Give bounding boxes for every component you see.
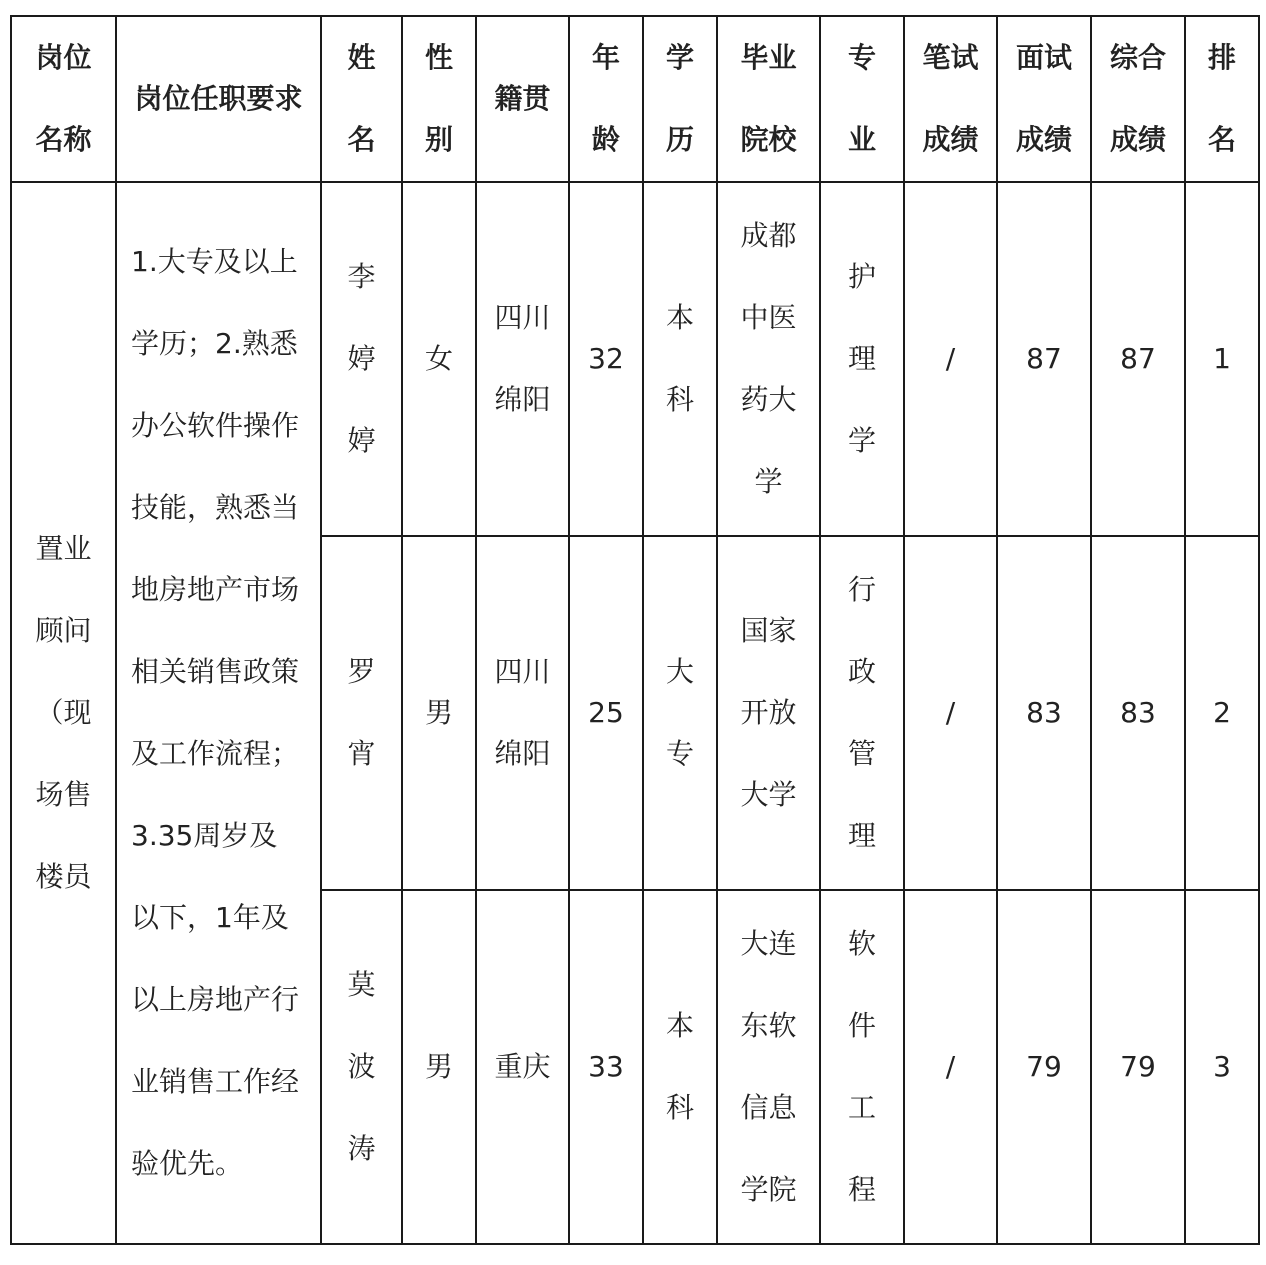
- header-school: 毕业院校: [717, 16, 820, 182]
- header-native-place: 籍贯: [476, 16, 569, 182]
- major-cell: 软件工程: [820, 890, 904, 1244]
- header-rank: 排名: [1185, 16, 1259, 182]
- school-cell: 大连东软信息学院: [717, 890, 820, 1244]
- interview-score-cell: 79: [997, 890, 1091, 1244]
- written-score-cell: /: [904, 890, 997, 1244]
- school-cell: 成都中医药大学: [717, 182, 820, 536]
- header-written-score: 笔试成绩: [904, 16, 997, 182]
- school-cell: 国家开放大学: [717, 536, 820, 890]
- rank-cell: 2: [1185, 536, 1259, 890]
- education-cell: 本科: [643, 182, 717, 536]
- header-total-score: 综合成绩: [1091, 16, 1185, 182]
- rank-cell: 3: [1185, 890, 1259, 1244]
- results-table: [10, 15, 1260, 1245]
- total-score-cell: 87: [1091, 182, 1185, 536]
- written-score-cell: /: [904, 536, 997, 890]
- age-cell: 25: [569, 536, 643, 890]
- total-score-cell: 83: [1091, 536, 1185, 890]
- age-cell: 33: [569, 890, 643, 1244]
- written-score-cell: /: [904, 182, 997, 536]
- total-score-cell: 79: [1091, 890, 1185, 1244]
- header-name: 姓名: [321, 16, 402, 182]
- gender-cell: 男: [402, 536, 476, 890]
- rank-cell: 1: [1185, 182, 1259, 536]
- gender-cell: 女: [402, 182, 476, 536]
- major-cell: 行政管理: [820, 536, 904, 890]
- header-row: [11, 16, 1259, 182]
- native-place-cell: 四川绵阳: [476, 536, 569, 890]
- position-requirements-cell: [116, 182, 321, 1244]
- education-cell: 本科: [643, 890, 717, 1244]
- interview-score-cell: 87: [997, 182, 1091, 536]
- header-education: 学历: [643, 16, 717, 182]
- name-cell: 李婷婷: [321, 182, 402, 536]
- header-requirements: 岗位任职要求: [116, 16, 321, 182]
- name-cell: 莫波涛: [321, 890, 402, 1244]
- native-place-cell: 重庆: [476, 890, 569, 1244]
- table-row: [11, 182, 1259, 536]
- header-position: 岗位名称: [11, 16, 116, 182]
- position-requirements-text: 1.大专及以上学历；2.熟悉办公软件操作技能，熟悉当地房地产市场相关销售政策及工作流程；3.35周岁及以下，1年及以上房地产行业销售工作经验优先。: [131, 245, 300, 1180]
- header-gender: 性别: [402, 16, 476, 182]
- position-name-cell: 置业顾问（现场售楼员: [11, 182, 116, 1244]
- header-interview-score: 面试成绩: [997, 16, 1091, 182]
- interview-score-cell: 83: [997, 536, 1091, 890]
- major-cell: 护理学: [820, 182, 904, 536]
- header-major: 专业: [820, 16, 904, 182]
- education-cell: 大专: [643, 536, 717, 890]
- name-cell: 罗宵: [321, 536, 402, 890]
- age-cell: 32: [569, 182, 643, 536]
- header-age: 年龄: [569, 16, 643, 182]
- native-place-cell: 四川绵阳: [476, 182, 569, 536]
- gender-cell: 男: [402, 890, 476, 1244]
